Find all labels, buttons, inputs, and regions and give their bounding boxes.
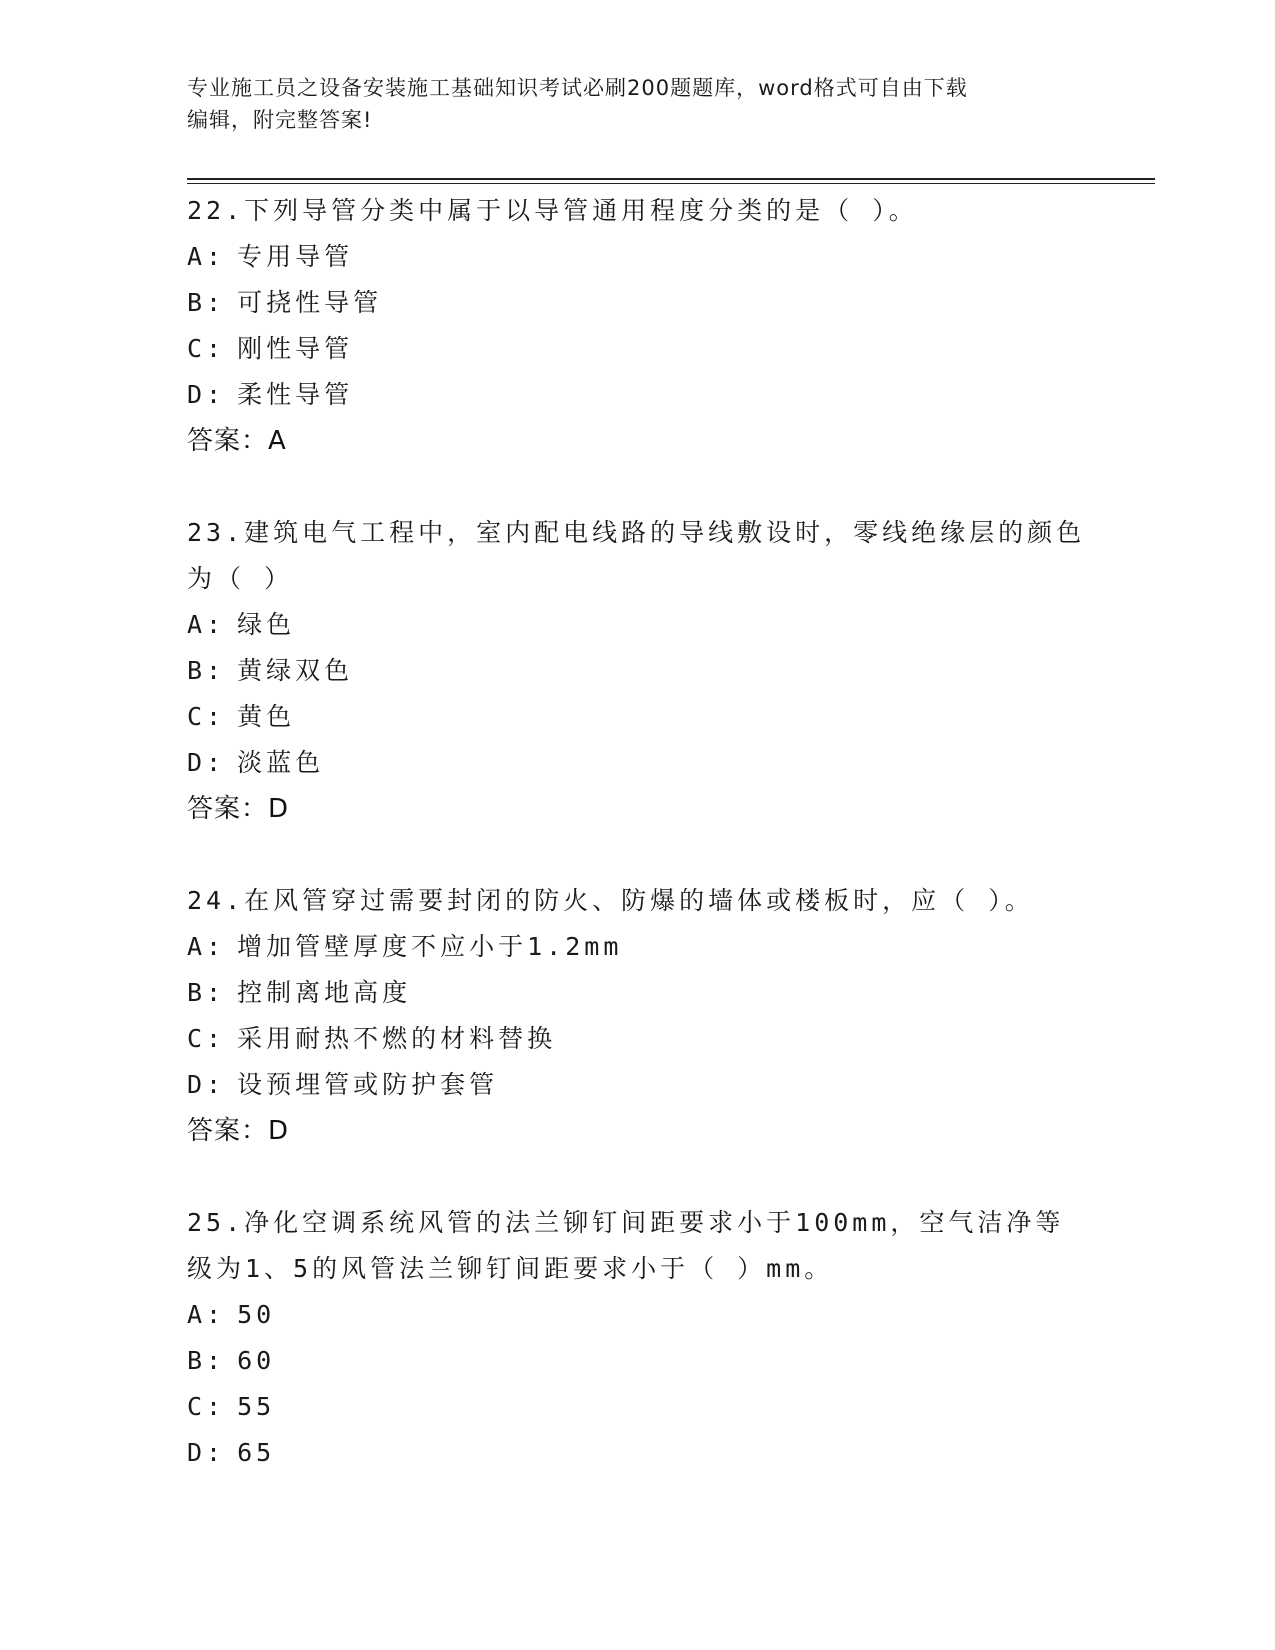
question-text: 23.建筑电气工程中，室内配电线路的导线敷设时，零线绝缘层的颜色为（ ） bbox=[187, 518, 1086, 593]
option-text: 淡蓝色 bbox=[237, 748, 325, 777]
option-d bbox=[187, 1062, 1087, 1108]
answer-label: 答案： bbox=[187, 794, 269, 824]
question-24 bbox=[187, 878, 1087, 1154]
option-text: 柔性导管 bbox=[237, 380, 354, 409]
option-text: 控制离地高度 bbox=[237, 978, 412, 1007]
option-b bbox=[187, 970, 1087, 1016]
option-b bbox=[187, 648, 1087, 694]
option-key: A: bbox=[187, 610, 226, 639]
option-key: B: bbox=[187, 978, 226, 1007]
header-divider-top bbox=[187, 178, 1155, 180]
option-a bbox=[187, 234, 1087, 280]
option-text: 绿色 bbox=[237, 610, 296, 639]
question-text: 25.净化空调系统风管的法兰铆钉间距要求小于100mm，空气洁净等级为1、5的风管法兰铆钉间距要求小于（ ）mm。 bbox=[187, 1208, 1065, 1283]
option-text: 专用导管 bbox=[237, 242, 354, 271]
option-key: B: bbox=[187, 656, 226, 685]
option-key: B: bbox=[187, 288, 226, 317]
option-text: 55 bbox=[237, 1392, 276, 1421]
option-key: C: bbox=[187, 702, 226, 731]
option-text: 采用耐热不燃的材料替换 bbox=[237, 1024, 557, 1053]
question-list bbox=[187, 188, 1087, 1522]
option-a bbox=[187, 1292, 1087, 1338]
option-c bbox=[187, 1384, 1087, 1430]
option-key: A: bbox=[187, 1300, 226, 1329]
answer-line bbox=[187, 418, 1087, 464]
question-25 bbox=[187, 1200, 1087, 1476]
option-c bbox=[187, 326, 1087, 372]
option-b bbox=[187, 1338, 1087, 1384]
option-key: A: bbox=[187, 242, 226, 271]
answer-label: 答案： bbox=[187, 426, 269, 456]
answer-label: 答案： bbox=[187, 1116, 269, 1146]
option-a bbox=[187, 602, 1087, 648]
option-text: 刚性导管 bbox=[237, 334, 354, 363]
option-c bbox=[187, 694, 1087, 740]
answer-value: D bbox=[268, 1116, 289, 1146]
option-text: 设预埋管或防护套管 bbox=[237, 1070, 499, 1099]
header-divider-bottom bbox=[187, 183, 1155, 184]
answer-value: A bbox=[268, 426, 286, 456]
option-text: 增加管壁厚度不应小于1.2mm bbox=[237, 932, 623, 961]
option-a bbox=[187, 924, 1087, 970]
option-d bbox=[187, 740, 1087, 786]
option-text: 65 bbox=[237, 1438, 276, 1467]
option-text: 60 bbox=[237, 1346, 276, 1375]
option-d bbox=[187, 372, 1087, 418]
question-text: 22.下列导管分类中属于以导管通用程度分类的是（ ）。 bbox=[187, 196, 918, 225]
option-c bbox=[187, 1016, 1087, 1062]
option-key: D: bbox=[187, 1070, 226, 1099]
option-key: B: bbox=[187, 1346, 226, 1375]
option-text: 黄色 bbox=[237, 702, 296, 731]
document-header bbox=[187, 72, 1067, 136]
question-23 bbox=[187, 510, 1087, 832]
option-key: C: bbox=[187, 1392, 226, 1421]
question-text: 24.在风管穿过需要封闭的防火、防爆的墙体或楼板时，应（ ）。 bbox=[187, 886, 1034, 915]
answer-value: D bbox=[268, 794, 289, 824]
option-text: 黄绿双色 bbox=[237, 656, 354, 685]
option-key: D: bbox=[187, 748, 226, 777]
option-text: 可挠性导管 bbox=[237, 288, 383, 317]
answer-line bbox=[187, 1108, 1087, 1154]
option-key: D: bbox=[187, 1438, 226, 1467]
answer-line bbox=[187, 786, 1087, 832]
option-d bbox=[187, 1430, 1087, 1476]
option-key: D: bbox=[187, 380, 226, 409]
header-line-2: 编辑，附完整答案! bbox=[187, 108, 373, 132]
option-key: A: bbox=[187, 932, 226, 961]
question-22 bbox=[187, 188, 1087, 464]
option-key: C: bbox=[187, 1024, 226, 1053]
option-key: C: bbox=[187, 334, 226, 363]
option-text: 50 bbox=[237, 1300, 276, 1329]
option-b bbox=[187, 280, 1087, 326]
header-line-1: 专业施工员之设备安装施工基础知识考试必刷200题题库，word格式可自由下载 bbox=[187, 76, 968, 100]
